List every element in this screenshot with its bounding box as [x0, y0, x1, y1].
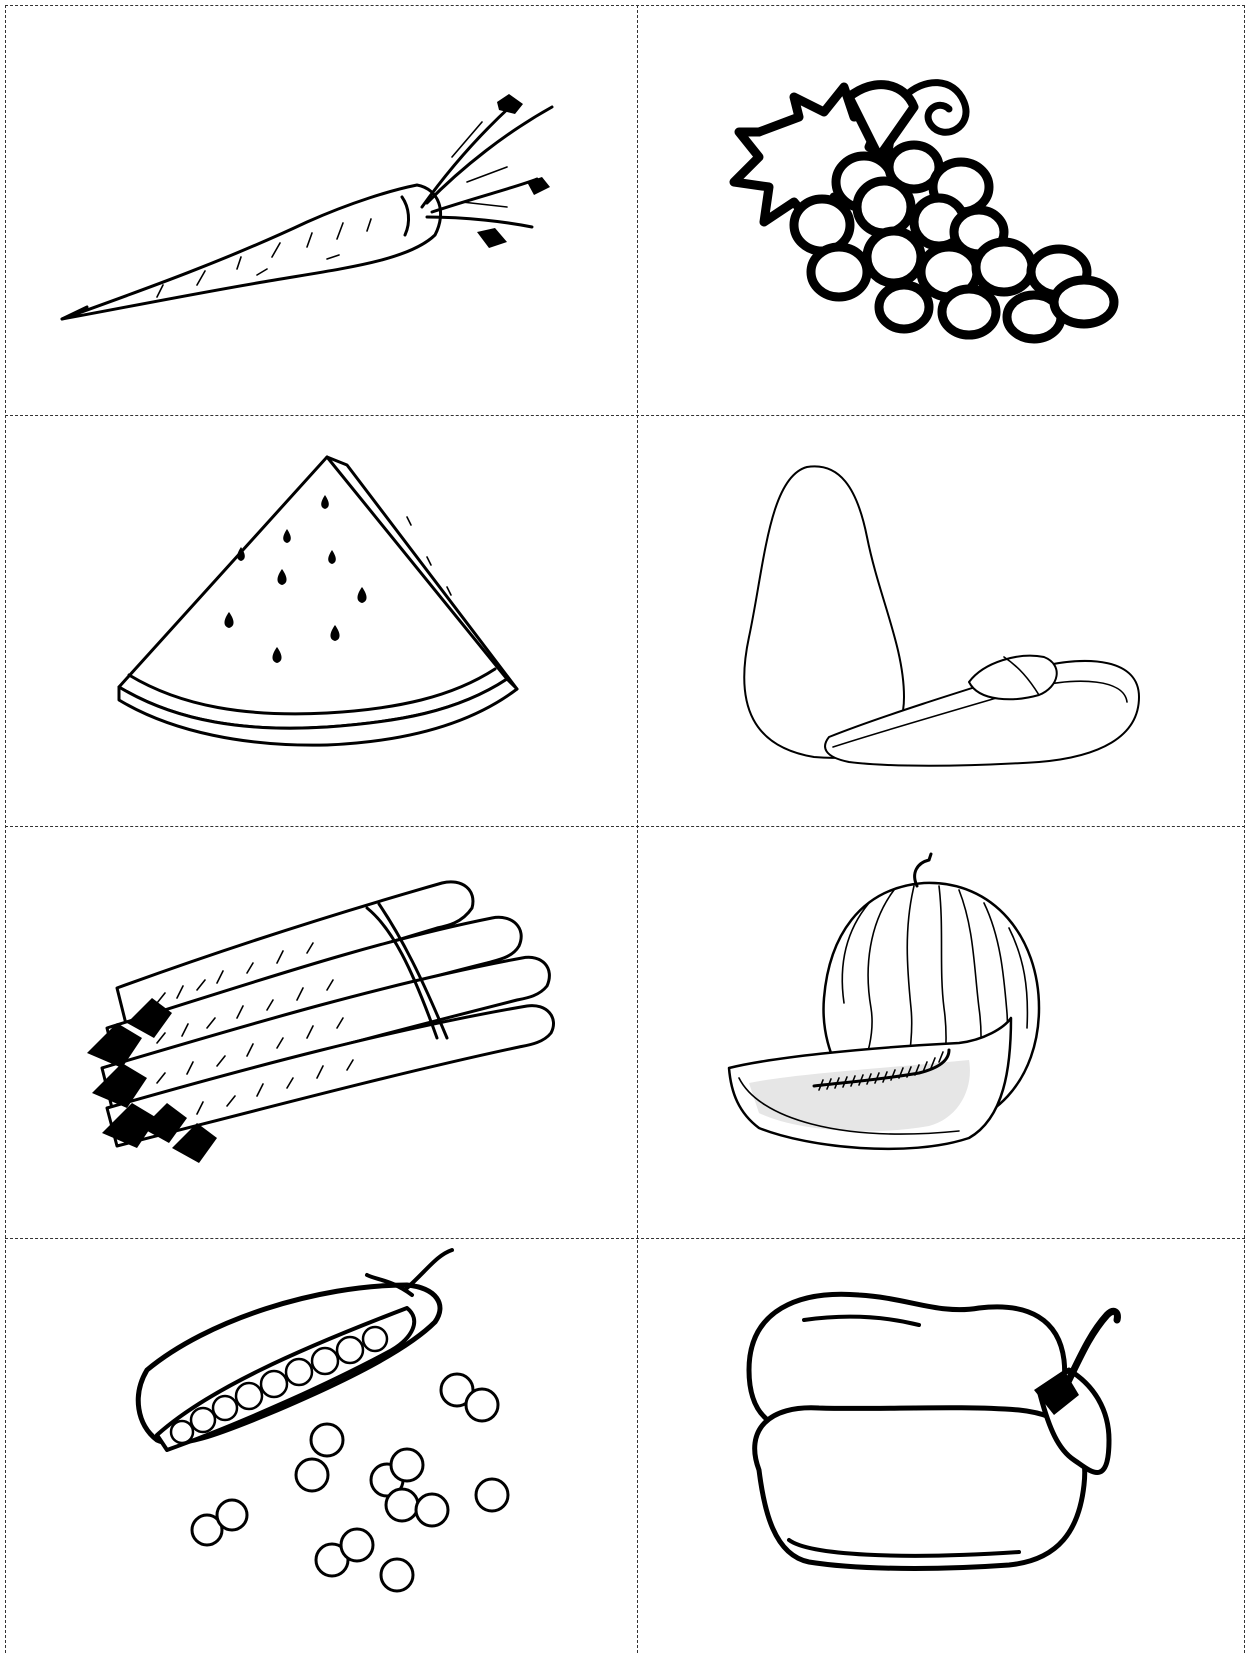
cut-line-row-3 — [5, 1238, 1245, 1239]
card-avocado — [639, 417, 1242, 824]
card-grapes — [639, 7, 1242, 413]
asparagus-icon — [7, 828, 635, 1236]
cut-line-center — [637, 5, 638, 1653]
cut-line-top — [5, 5, 1245, 6]
card-bell-pepper — [639, 1240, 1242, 1650]
card-asparagus — [7, 828, 635, 1236]
card-cantaloupe — [639, 828, 1242, 1236]
peas-icon — [7, 1240, 635, 1650]
bell-pepper-icon — [639, 1240, 1242, 1650]
cut-line-left — [5, 5, 6, 1653]
watermelon-slice-icon — [7, 417, 635, 824]
card-peas — [7, 1240, 635, 1650]
cut-line-row-2 — [5, 826, 1245, 827]
cantaloupe-icon — [639, 828, 1242, 1236]
cut-line-row-1 — [5, 415, 1245, 416]
carrot-icon — [7, 7, 635, 413]
avocado-icon — [639, 417, 1242, 824]
card-watermelon — [7, 417, 635, 824]
card-carrot — [7, 7, 635, 413]
cut-line-right — [1244, 5, 1245, 1653]
grapes-icon — [639, 7, 1242, 413]
